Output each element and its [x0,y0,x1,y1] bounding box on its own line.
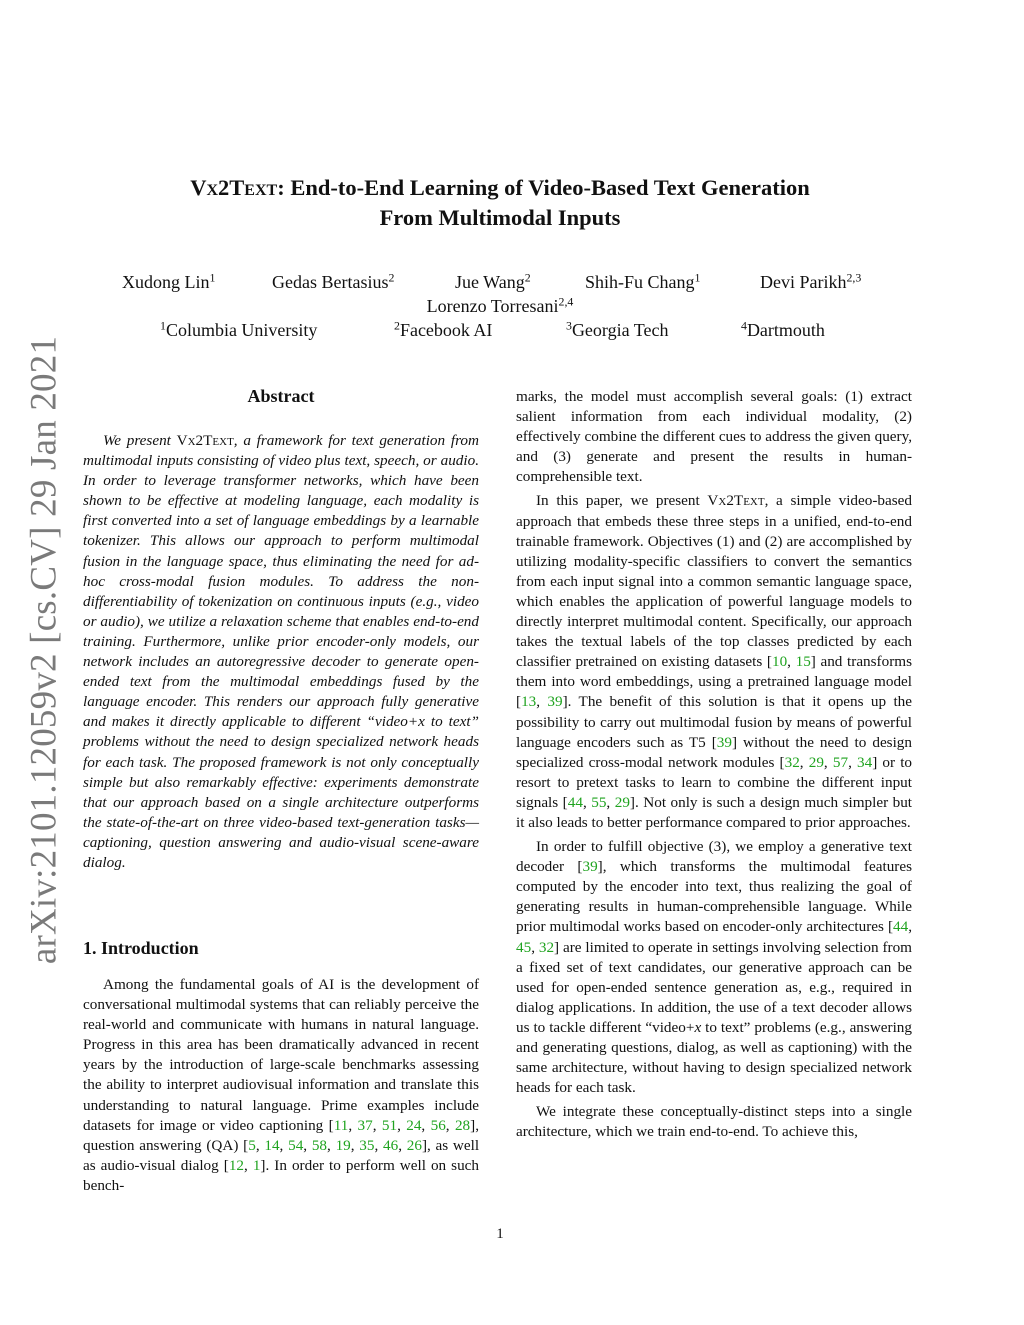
author: Shih-Fu Chang$^1$ [585,270,701,292]
paragraph: marks, the model must accomplish several goals: (1) extract salient information from each individual modality, (2) effectively combine the different cues to address the given query, and (3) generate and present the results in human-comprehensible text. [516,388,912,486]
paragraph: In this paper, we present Vx2Text, a simple video-based approach that embeds these three steps in a unified, end-to-end trainable framework. Objectives (1) and (2) are accomplished by utilizing modality-specific classifiers to convert the semantics from each input signal into a common semantic language space, which enables the application of powerful language models to directly interpret multimodal content. Specifically, our approach takes the textual labels of the top classes predicted by each classifier pretrained on existing datasets [10, 15] and transforms them into word embeddings, using a pretrained language model [13, 39]. The benefit of this solution is that it opens up the possibility to carry out multimodal fusion by means of powerful language encoders such as T5 [39] without the need to design specialized cross-modal network modules [32, 29, 57, 34] or to resort to pretext tasks to learn to combine the different input signals [44, 55, 29]. Not only is such a design much simpler but it also leads to better performance compared to prior approaches. [516,492,913,831]
author-list-line-2 [0,294,1000,318]
author: Lorenzo Torresani$^{2,4}$ [426,294,574,316]
right-column-body [516,387,912,1142]
affiliation: $^2$Facebook AI [394,318,493,340]
abstract-heading: Abstract [247,386,315,406]
page-number: 1 [496,1226,504,1242]
paragraph: We integrate these conceptually-distinct steps into a single architecture, which we train end-to-end. To achieve this, [516,1103,912,1141]
title-line-2: From Multimodal Inputs [379,205,621,230]
affiliation: $^4$Dartmouth [741,318,825,340]
author: Xudong Lin$^1$ [122,270,216,292]
paragraph: In order to fulfill objective (3), we employ a generative text decoder [39], which transforms the multimodal features computed by the encoder into text, thus realizing the goal of generating results in human-comprehensible language. While prior multimodal works based on encoder-only architectures [44, 45, 32] are limited to operate in settings involving selection from a fixed set of text candidates, our generative approach can be used for open-ended sentence generation as, e.g., required in dialog applications. In addition, the use of a text decoder allows us to tackle different “video+x to text” problems (e.g., answering and generating questions, dialog, as well as captioning) with the same architecture, without having to design specialized network heads for each task. [516,838,912,1097]
title-line-1: Vx2Text: End-to-End Learning of Video-Based Text Generation [190,175,810,200]
abstract-text: We present Vx2Text, a framework for text generation from multimodal inputs consisting of video plus text, speech, or audio. In order to leverage transformer networks, which have been shown to be effective at modeling language, each modality is first converted into a set of language embeddings by a learnable tokenizer. This allows our approach to perform multimodal fusion in the language space, thus eliminating the need for ad-hoc cross-modal fusion modules. To address the non-differentiability of tokenization on continuous inputs (e.g., video or audio), we utilize a relaxation scheme that enables end-to-end training. Furthermore, unlike prior encoder-only models, our network includes an autoregressive decoder to generate open-ended text from the multimodal embeddings fused by the language encoder. This renders our approach fully generative and makes it directly applicable to different “video+x to text” problems without the need to design specialized network heads for each task. The proposed framework is not only conceptually simple but also remarkably effective: experiments demonstrate that our approach based on a single architecture outperforms the state-of-the-art on three video-based text-generation tasks—captioning, question answering and audio-visual scene-aware dialog. [83,432,479,871]
author: Devi Parikh$^{2,3}$ [760,270,862,292]
introduction-body [83,975,479,1196]
affiliation: $^1$Columbia University [160,318,318,340]
arxiv-identifier: arXiv:2101.12059v2 [cs.CV] 29 Jan 2021 [23,335,65,965]
affiliation: $^3$Georgia Tech [566,318,669,340]
paper-title [0,173,1000,233]
section-heading: 1. Introduction [83,938,199,958]
author: Gedas Bertasius$^2$ [272,270,395,292]
abstract-body [83,431,479,873]
author: Jue Wang$^2$ [455,270,531,292]
paragraph: Among the fundamental goals of AI is the development of conversational multimodal systems that can reliably perceive the real-world and communicate with humans in natural language. Progress in this area has been dramatically advanced in recent years by the introduction of large-scale benchmarks assessing the ability to interpret audiovisual information and translate this understanding to natural language. Prime examples include datasets for image or video captioning [11, 37, 51, 24, 56, 28], question answering (QA) [5, 14, 54, 58, 19, 35, 46, 26], as well as audio-visual dialog [12, 1]. In order to perform well on such bench- [83,976,480,1194]
